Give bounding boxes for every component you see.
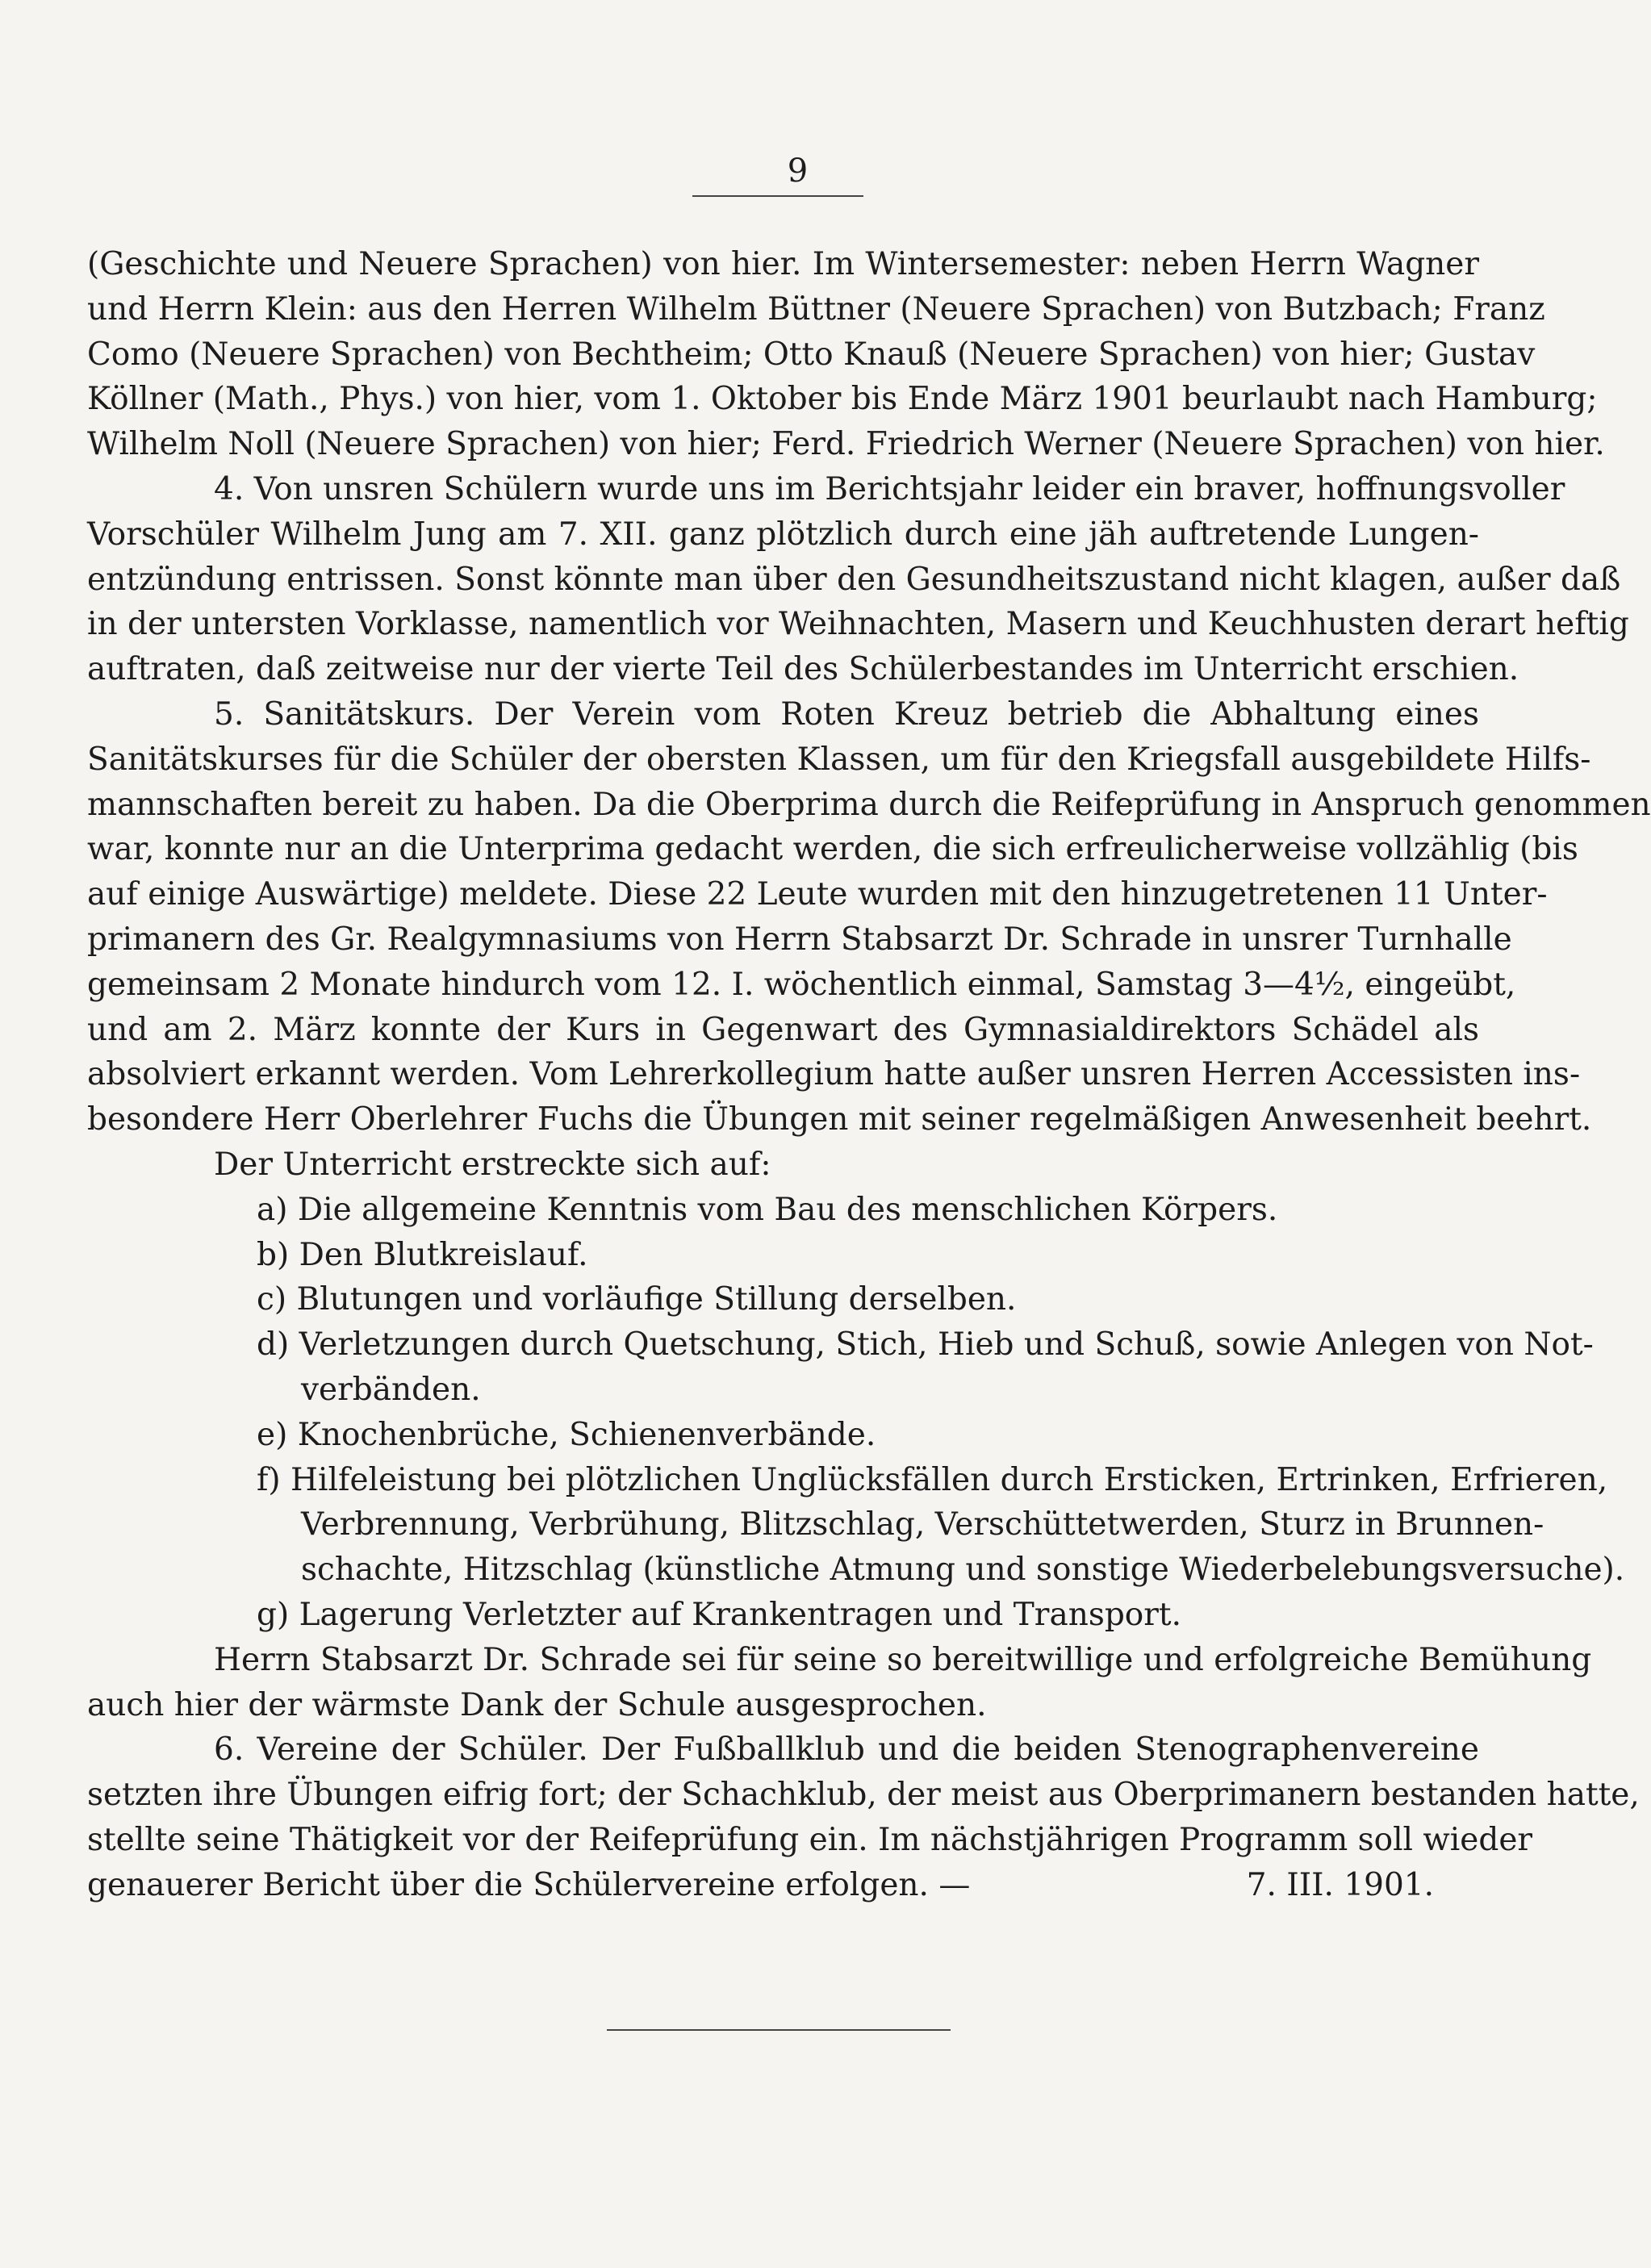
closing-line [87,1863,1479,1908]
list-item-line: f) Hilfeleistung bei plötzlichen Unglücksfällen durch Ersticken, Ertrinken, Erfrieren, [257,1461,1608,1498]
text-line: stellte seine Thätigkeit vor der Reifeprüfung ein. Im nächstjährigen Programm soll wieder [87,1821,1533,1858]
text-line: Herrn Stabsarzt Dr. Schrade sei für seine so bereitwillige und erfolgreiche Bemühung [214,1641,1592,1678]
text-line: 4. Von unsren Schülern wurde uns im Berichtsjahr leider ein braver, hoffnungsvoller [214,470,1565,507]
text-line: Como (Neuere Sprachen) von Bechtheim; Otto Knauß (Neuere Sprachen) von hier; Gustav [87,336,1536,373]
text-line: setzten ihre Übungen eifrig fort; der Schachklub, der meist aus Oberprimanern bestanden hatte, [87,1777,1640,1814]
list-item [87,1233,1479,1278]
curriculum-intro: Der Unterricht erstreckte sich auf: [214,1146,771,1183]
paragraph-thanks [87,1638,1592,1728]
text-line: und am 2. März konnte der Kurs in Gegenwart des Gymnasialdirektors Schädel als [87,1011,1479,1048]
paragraph-student-clubs [87,1727,1640,1862]
text-line: entzündung entrissen. Sonst könnte man über den Gesundheitszustand nicht klagen, außer daß [87,561,1621,598]
text-line: Sanitätskurses für die Schüler der obersten Klassen, um für den Kriegsfall ausgebildete Hilfs- [87,741,1591,778]
text-line: 6. Vereine der Schüler. Der Fußballklub und die beiden Stenographenvereine [214,1731,1479,1769]
text-line: auf einige Auswärtige) meldete. Diese 22 Leute wurden mit den hinzugetretenen 11 Unter- [87,876,1548,913]
list-item [87,1458,1625,1593]
paragraph-sanitary-course [87,692,1651,1142]
text-line: 5. Sanitätskurs. Der Verein vom Roten Kreuz betrieb die Abhaltung eines [214,695,1479,733]
list-item [87,1277,1479,1322]
text-line: gemeinsam 2 Monate hindurch vom 12. I. wöchentlich einmal, Samstag 3—4½, eingeübt, [87,966,1516,1003]
list-item [87,1188,1479,1233]
curriculum-list [87,1188,1625,1638]
text-line: primanern des Gr. Realgymnasiums von Herrn Stabsarzt Dr. Schrade in unsrer Turnhalle [87,921,1512,958]
list-item [87,1413,1479,1458]
body-text [87,242,1651,1907]
text-line: Wilhelm Noll (Neuere Sprachen) von hier; Ferd. Friedrich Werner (Neuere Sprachen) von hier. [87,426,1605,463]
list-item [87,1322,1594,1413]
list-item-line: Verbrennung, Verbrühung, Blitzschlag, Verschüttetwerden, Sturz in Brunnen- [301,1506,1544,1543]
list-item-line: d) Verletzungen durch Quetschung, Stich, Hieb und Schuß, sowie Anlegen von Not- [257,1326,1594,1364]
list-item-line: c) Blutungen und vorläufige Stillung derselben. [257,1281,1017,1318]
list-item-line: e) Knochenbrüche, Schienenverbände. [257,1416,876,1453]
text-line: Köllner (Math., Phys.) von hier, vom 1. Oktober bis Ende März 1901 beurlaubt nach Hamburg; [87,381,1598,418]
text-line: absolviert erkannt werden. Vom Lehrerkollegium hatte außer unsren Herren Accessisten ins- [87,1056,1581,1093]
page-number: 9 [787,152,809,190]
text-line: in der untersten Vorklasse, namentlich vor Weihnachten, Masern und Keuchhusten derart heftig [87,606,1629,643]
list-item-line: g) Lagerung Verletzter auf Krankentragen und Transport. [257,1596,1181,1633]
header-rule [692,195,863,197]
text-line: (Geschichte und Neuere Sprachen) von hier. Im Wintersemester: neben Herrn Wagner [87,246,1479,282]
list-item-line: schachte, Hitzschlag (künstliche Atmung und sonstige Wiederbelebungsversuche). [301,1552,1625,1589]
text-line: Vorschüler Wilhelm Jung am 7. XII. ganz plötzlich durch eine jäh auftretende Lungen- [87,516,1479,553]
report-date: 7. III. 1901. [1246,1866,1434,1903]
list-item [87,1593,1479,1638]
list-item-line: verbänden. [301,1371,481,1408]
text-line: besondere Herr Oberlehrer Fuchs die Übungen mit seiner regelmäßigen Anwesenheit beehrt. [87,1101,1592,1138]
list-item-line: a) Die allgemeine Kenntnis vom Bau des menschlichen Körpers. [257,1191,1278,1228]
text-line: war, konnte nur an die Unterprima gedacht werden, die sich erfreulicherweise vollzählig (bis [87,831,1578,868]
paragraph-health [87,467,1629,692]
closing-text: genauerer Bericht über die Schülervereine erfolgen. — [87,1866,971,1903]
text-line: und Herrn Klein: aus den Herren Wilhelm Büttner (Neuere Sprachen) von Butzbach; Franz [87,290,1545,328]
list-item-line: b) Den Blutkreislauf. [257,1236,588,1273]
footer-rule [607,2029,951,2031]
paragraph-staff [87,242,1605,467]
text-line: auftraten, daß zeitweise nur der vierte Teil des Schülerbestandes im Unterricht erschien. [87,651,1519,688]
text-line: mannschaften bereit zu haben. Da die Oberprima durch die Reifeprüfung in Anspruch genommen [87,786,1651,823]
text-line: auch hier der wärmste Dank der Schule ausgesprochen. [87,1686,987,1723]
